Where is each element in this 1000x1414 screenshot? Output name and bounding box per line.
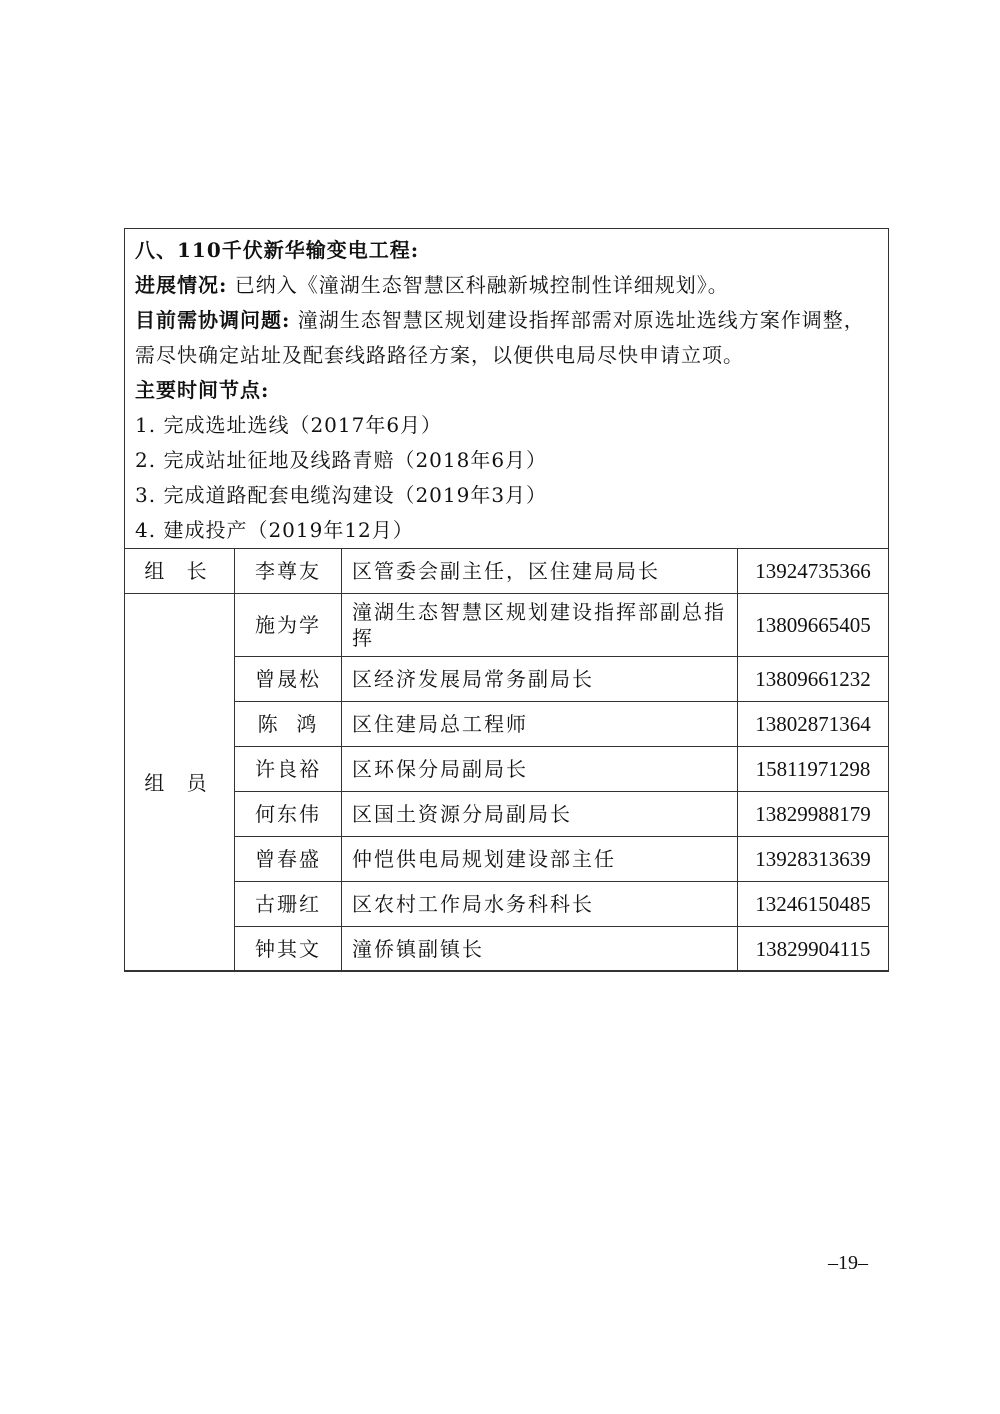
member-name: 钟其文 [235, 927, 342, 972]
table-row [125, 594, 889, 657]
issue-label: 目前需协调问题: [135, 308, 291, 332]
progress-text: 已纳入《潼湖生态智慧区科融新城控制性详细规划》。 [234, 273, 729, 297]
member-name: 曾春盛 [235, 837, 342, 882]
leader-role: 组 长 [125, 549, 235, 594]
member-title: 潼侨镇副镇长 [342, 927, 738, 972]
member-name: 许良裕 [235, 747, 342, 792]
member-name: 何东伟 [235, 792, 342, 837]
table-row [125, 882, 889, 927]
member-title: 区住建局总工程师 [342, 702, 738, 747]
member-title: 仲恺供电局规划建设部主任 [342, 837, 738, 882]
member-name: 陈 鸿 [235, 702, 342, 747]
member-phone: 13829904115 [738, 927, 889, 972]
milestone-item: 3. 完成道路配套电缆沟建设（2019年3月） [135, 483, 548, 507]
milestone-item: 1. 完成选址选线（2017年6月） [135, 413, 443, 437]
member-title: 区环保分局副局长 [342, 747, 738, 792]
table-row [125, 702, 889, 747]
progress-line [135, 268, 878, 303]
member-name: 古珊红 [235, 882, 342, 927]
project-description [125, 229, 888, 548]
member-phone: 15811971298 [738, 747, 889, 792]
table-row [125, 747, 889, 792]
member-title: 区管委会副主任，区住建局局长 [342, 549, 738, 594]
member-phone: 13829988179 [738, 792, 889, 837]
member-role: 组 员 [125, 594, 235, 972]
member-phone: 13924735366 [738, 549, 889, 594]
member-phone: 13802871364 [738, 702, 889, 747]
page-number: –19– [828, 1252, 868, 1274]
member-phone: 13809661232 [738, 657, 889, 702]
milestone-item: 2. 完成站址征地及线路青赔（2018年6月） [135, 448, 548, 472]
member-title: 区国土资源分局副局长 [342, 792, 738, 837]
table-row [125, 927, 889, 972]
member-phone: 13809665405 [738, 594, 889, 657]
table-row [125, 657, 889, 702]
member-title: 潼湖生态智慧区规划建设指挥部副总指挥 [342, 594, 738, 657]
progress-label: 进展情况: [135, 273, 228, 297]
project-frame [124, 228, 889, 971]
table-row [125, 792, 889, 837]
team-table [124, 548, 889, 972]
section-heading: 八、110千伏新华输变电工程: [135, 238, 420, 262]
member-name: 施为学 [235, 594, 342, 657]
member-name: 李尊友 [235, 549, 342, 594]
member-phone: 13246150485 [738, 882, 889, 927]
member-title: 区农村工作局水务科科长 [342, 882, 738, 927]
issue-line [135, 303, 878, 373]
issue-text: 潼湖生态智慧区规划建设指挥部需对原选址选线方案作调整，需尽快确定站址及配套线路路径方案，以便供电局尽快申请立项。 [135, 308, 865, 367]
table-row [125, 549, 889, 594]
table-row [125, 837, 889, 882]
milestones-label: 主要时间节点: [135, 378, 270, 402]
member-title: 区经济发展局常务副局长 [342, 657, 738, 702]
member-phone: 13928313639 [738, 837, 889, 882]
milestone-item: 4. 建成投产（2019年12月） [135, 518, 414, 542]
member-name: 曾晟松 [235, 657, 342, 702]
